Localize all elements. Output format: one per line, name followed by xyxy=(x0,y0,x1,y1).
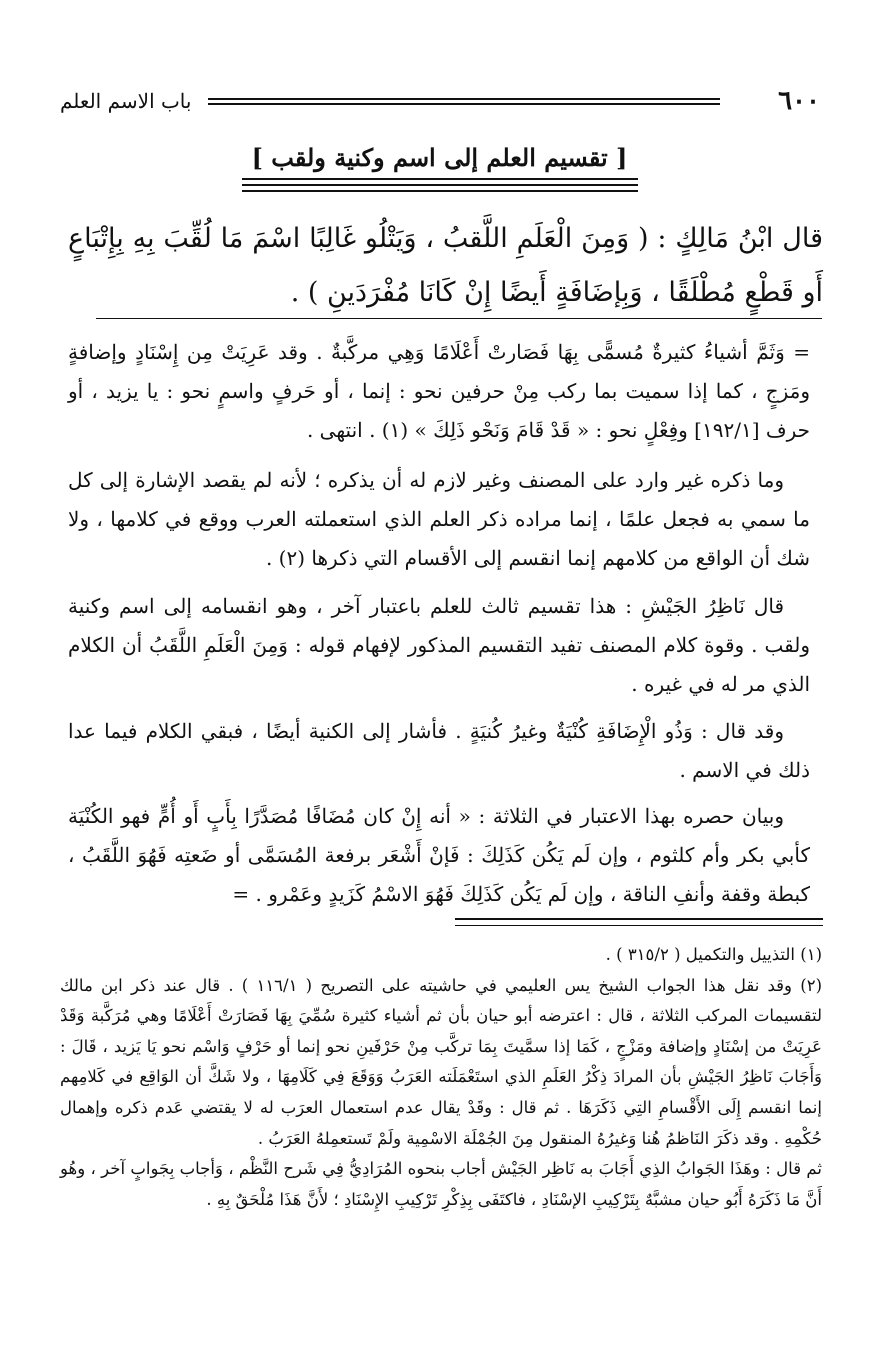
paragraph-3: قال نَاظِرُ الجَيْشِ : هذا تقسيم ثالث للعلم باعتبار آخر ، وهو انقسامه إلى اسم وكنية ولقب . وقوة كلام المصنف تفيد التقسيم المذكور لإفهام قوله : وَمِنَ الْعَلَمِ اللَّقَبُ أن الكلام الذي مر له في غيره . xyxy=(68,594,810,696)
page-number: ٦٠٠ xyxy=(778,86,820,116)
section-title: [ تقسيم العلم إلى اسم وكنية ولقب ] xyxy=(251,143,628,172)
paragraph-4: وقد قال : وَذُو الْإِضَافَةِ كُنْيَةٌ وغيرُ كُنيَةٍ . فأشار إلى الكنية أيضًا ، فبقي الكلام فيما عدا ذلك في الاسم . xyxy=(68,719,810,782)
main-quote: قال ابْنُ مَالِكٍ : ( وَمِنَ الْعَلَمِ اللَّقبُ ، وَيَتْلُو غَالِبًا اسْمَ مَا لُقِّبَ بِهِ بِإِتْبَاعٍ أَو قَطْعٍ مُطْلَقًا ، وَبِإضَافَةٍ أَيضًا إِنْ كَانَا مُفْرَدَينِ ) . xyxy=(68,223,823,308)
paragraph-2: وما ذكره غير وارد على المصنف وغير لازم له أن يذكره ؛ لأنه لم يقصد الإشارة إلى كل ما سمي به فجعل علمًا ، إنما مراده ذكر العلم الذي استعملته العرب ووقع في كلامها ، ولا شك أن الواقع من كلامهم إنما انقسم إلى الأقسام التي ذكرها (٢) . xyxy=(68,468,810,570)
title-rule-2 xyxy=(242,184,638,186)
footnotes xyxy=(60,940,822,1215)
footnote-rule-thin xyxy=(455,925,823,926)
paragraph-5: وبيان حصره بهذا الاعتبار في الثلاثة : « أنه إِنْ كان مُضَافًا مُصَدَّرًا بِأَبٍ أَو أُمٍّ فهو الكُنْيَة كأبي بكر وأم كلثوم ، وإن لَم يَكُن كَذَلِكَ : فَإنْ أَشْعَر برفعة المُسَمَّى أو ضَعتِه فَهُوَ اللَّقَبُ ، كبطة وقفة وأنفِ الناقة ، وإن لَم يَكُن كَذَلِكَ فَهُوَ الاسْمُ كَزَيدٍ وعَمْرو . = xyxy=(68,804,810,906)
footnote-2: (٢) وقد نقل هذا الجواب الشيخ يس العليمي في حاشيته على التصريح ( ١١٦/١ ) . قال عند ذكر ابن مالك لتقسيمات المركب الثلاثة ، قال : اعترضه أبو حيان بأن ثم أشياء كثيرة سُمِّيَ بِهَا فَصَارَتْ أَعْلَامًا وهي مُرَكَّبة وَقَدْ عَرِيَتْ من إسْنَادٍ وإضافة ومَزْجٍ ، كَمَا إذا سمَّيتَ بِمَا تركَّب مِنْ حَرْفَينِ نحو إنما أو حَرْفٍ وَاسْم نحو يَا يَزيد ، قَالَ : وَأَجَابَ نَاظِرُ الجَيْشِ بأن المرادَ ذِكْرُ العَلَمِ الذي استَعْمَلَته العَرَبُ وَوَقَعَ فِي كَلَامِهَا ، ولا شَكَّ أن الوَاقِع في كَلامِهم إنما انقسم إِلَى الأَقْسامِ التِي ذَكَرَهَا . ثم قال : وقَدْ يقال عدم استعمال العرَب له لا يقتضي عَدم ذكره وإهمال حُكْمِهِ . وقد ذكَرَ النَاظمُ هُنا وَغيرُهُ المنقول مِنَ الجُمْلَة الاسْمِية ولَمْ تَستعمِلهُ العَرَبُ . xyxy=(60,975,823,1148)
footnote-1: (١) التذييل والتكميل ( ٣١٥/٢ ) . xyxy=(605,945,822,964)
paragraph-1: = وَثَمَّ أشياءُ كثيرةٌ مُسمًّى بِهَا فَصَارتْ أَعْلَامًا وَهِي مركَّبةٌ . وقد عَرِيَتْ مِن إِسْنَادٍ وإضافةٍ ومَزجٍ ، كما إذا سميت بما ركب مِنْ حرفين نحو : إنما ، أو حَرفٍ واسمٍ نحو : يا يزيد ، أو حرف [١٩٢/١] وفِعْلٍ نحو : « قَدْ قَامَ وَنَحْو ذَلِكَ » (١) . انتهى . xyxy=(68,340,810,442)
footnote-3: ثم قال : وهَذَا الجَوابُ الذِي أَجَابَ به نَاظِر الجَيْش أجاب بنحوه المُرَادِيُّ فِي شَرح النَّظْم ، وَأجاب بِجَوابٍ آخر ، وهُو أَنَّ مَا ذَكَرَهُ أَبُو حيان مشبَّهٌ بِتَرْكِيبِ الإسْنَادِ ، فاكتَفَى بِذِكْرِ تَرْكِيبِ الإِسْنَادِ ؛ لأَنَّ هَذَا مُلْحَقٌ بِهِ . xyxy=(60,1159,822,1209)
title-rule-1 xyxy=(242,178,638,180)
title-rule-3 xyxy=(242,190,638,192)
header-rule xyxy=(208,98,720,105)
page-header xyxy=(60,84,820,118)
quote-rule xyxy=(96,318,822,319)
chapter-title: باب الاسم العلم xyxy=(60,89,192,113)
footnote-rule xyxy=(455,918,823,920)
